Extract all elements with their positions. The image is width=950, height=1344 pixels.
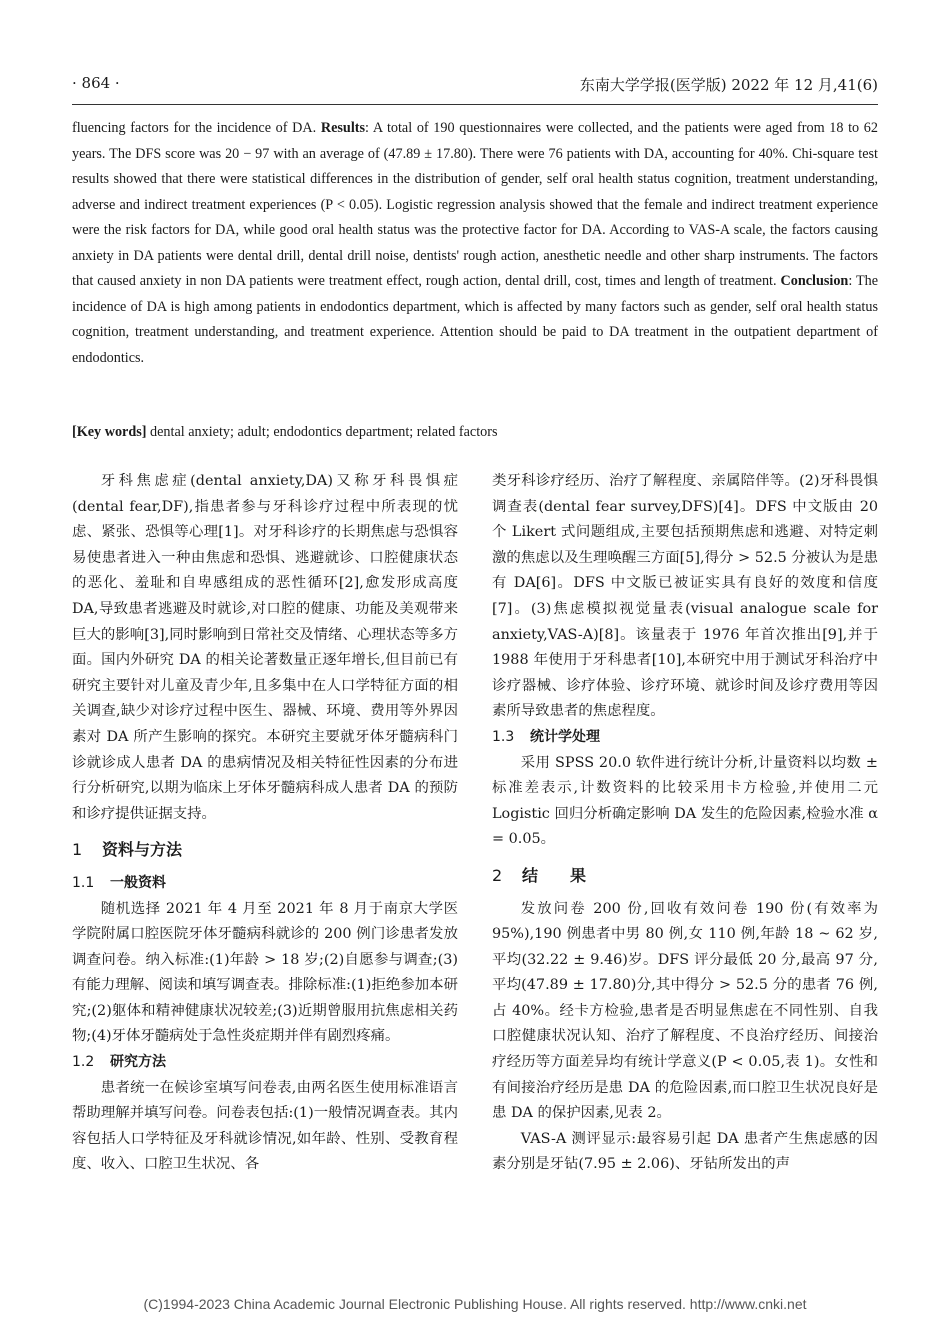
section-1-3-heading: 1.3 统计学处理 [492, 728, 600, 745]
section-1-1-heading: 1.1 一般资料 [72, 874, 166, 891]
english-abstract [72, 116, 878, 371]
abstract-text-2: : A total of 190 questionnaires were collected, and the patients were aged from 18 to 62 years. The DFS score was 20 − 97 with an average of (47.89 ± 17.80). There were 76 patients with DA, accounting for 40%. Chi-square test results showed that there were statistical differences in the distribution of gender, self oral health status cognition, treatment understanding, adverse and indirect treatment experiences (P < 0.05). Logistic regression analysis showed that the female and indirect treatment experience were the risk factors for DA, while good oral health status was the protective factor for DA. According to VAS-A scale, the factors causing anxiety in DA patients were dental drill, dental drill noise, dentists' rough action, anesthetic needle and other sharp instruments. The factors that caused anxiety in non DA patients were treatment effect, rough action, dental drill, cost, times and length of treatment. [72, 120, 878, 289]
keywords [72, 424, 878, 441]
section-1-2-heading: 1.2 研究方法 [72, 1054, 166, 1071]
section-2-heading: 2 结 果 [492, 865, 587, 885]
results-paragraph-1: 发放问卷 200 份,回收有效问卷 190 份(有效率为 95%),190 例患者中男 80 例,女 110 例,年龄 18 ~ 62 岁,平均(32.22 ± 9.46)岁。DFS 评分最低 20 分,最高 97 分,平均(47.89 ± 17.80)分,其中得分 > 52.5 分的患者 76 例,占 40%。经卡方检验,患者是否明显焦虑在不同性别、自我口腔健康状况认知、治疗了解程度、不良治疗经历、间接治疗经历等方面差异均有统计学意义(P < 0.05,表 1)。女性和有间接治疗经历是患 DA 的危险因素,而口腔卫生状况良好是患 DA 的保护因素,见表 2。 [492, 900, 878, 1122]
page-header [72, 74, 878, 105]
section-1-1-text: 随机选择 2021 年 4 月至 2021 年 8 月于南京大学医学院附属口腔医院牙体牙髓病科就诊的 200 例门诊患者发放调查问卷。纳入标准:(1)年龄 > 18 岁;(2)自愿参与调查;(3)有能力理解、阅读和填写调查表。排除标准:(1)拒绝参加本研究;(2)躯体和精神健康状况较差;(3)近期曾服用抗焦虑相关药物;(4)牙体牙髓病处于急性炎症期并伴有剧烈疼痛。 [72, 900, 458, 1045]
right-column [492, 469, 878, 1178]
keywords-label: [Key words] [72, 424, 147, 440]
keywords-text: dental anxiety; adult; endodontics department; related factors [146, 424, 498, 440]
left-column [72, 469, 458, 1178]
section-1-heading: 1 资料与方法 [72, 840, 183, 860]
section-1-2-text: 患者统一在候诊室填写问卷表,由两名医生使用标准语言帮助理解并填写问卷。问卷表包括:(1)一般情况调查表。其内容包括人口学特征及牙科就诊情况,如年龄、性别、受教育程度、收入、口腔卫生状况、各 [72, 1079, 458, 1173]
intro-paragraph: 牙科焦虑症(dental anxiety,DA)又称牙科畏惧症(dental fear,DF),指患者参与牙科诊疗过程中所表现的忧虑、紧张、恐惧等心理[1]。对牙科诊疗的长期焦虑与恐惧容易使患者进入一种由焦虑和恐惧、逃避就诊、口腔健康状态的恶化、羞耻和自卑感组成的恶性循环[2],愈发形成高度 DA,导致患者逃避及时就诊,对口腔的健康、功能及美观带来巨大的影响[3],同时影响到日常社交及情绪、心理状态等多方面。国内外研究 DA 的相关论著数量正逐年增长,但目前已有研究主要针对儿童及青少年,且多集中在人口学特征方面的相关调查,缺少对诊疗过程中医生、器械、环境、费用等外界因素对 DA 所产生影响的探究。本研究主要就牙体牙髓病科门诊就诊成人患者 DA 的患病情况及相关特征性因素的分布进行分析研究,以期为临床上牙体牙髓病科成人患者 DA 的预防和诊疗提供证据支持。 [72, 473, 458, 822]
copyright-footer: (C)1994-2023 China Academic Journal Electronic Publishing House. All rights reserved. http://www.cnki.net [143, 1296, 807, 1312]
journal-title: 东南大学学报(医学版) 2022 年 12 月,41(6) [579, 76, 878, 94]
results-paragraph-2: VAS-A 测评显示:最容易引起 DA 患者产生焦虑感的因素分别是牙钻(7.95 ± 2.06)、牙钻所发出的声 [492, 1130, 878, 1173]
page-number: · 864 · [72, 74, 120, 92]
section-1-3-text: 采用 SPSS 20.0 软件进行统计分析,计量资料以均数 ± 标准差表示,计数资料的比较采用卡方检验,并使用二元 Logistic 回归分析确定影响 DA 发生的危险因素,检验水准 α = 0.05。 [492, 754, 878, 848]
abstract-text-3: : The incidence of DA is high among patients in endodontics department, which is affected by many factors such as gender, self oral health status cognition, treatment understanding, and treatment experience. Attention should be paid to DA treatment in the outpatient department of endodontics. [72, 273, 878, 366]
results-label: Results [320, 120, 366, 136]
section-1-2-continued: 类牙科诊疗经历、治疗了解程度、亲属陪伴等。(2)牙科畏惧调查表(dental fear survey,DFS)[4]。DFS 中文版由 20 个 Likert 式问题组成,主要包括预期焦虑和逃避、对特定刺激的焦虑以及生理唤醒三方面[5],得分 > 52.5 分被认为是患有 DA[6]。DFS 中文版已被证实具有良好的效度和信度[7]。(3)焦虑模拟视觉量表(visual analogue scale for anxiety,VAS-A)[8]。该量表于 1976 年首次推出[9],并于 1988 年使用于牙科患者[10],本研究中用于测试牙科治疗中诊疗器械、诊疗体验、诊疗环境、就诊时间及诊疗费用等因素所导致患者的焦虑程度。 [492, 473, 878, 720]
conclusion-label: Conclusion [780, 273, 849, 289]
abstract-text-1: fluencing factors for the incidence of DA. [72, 120, 321, 136]
